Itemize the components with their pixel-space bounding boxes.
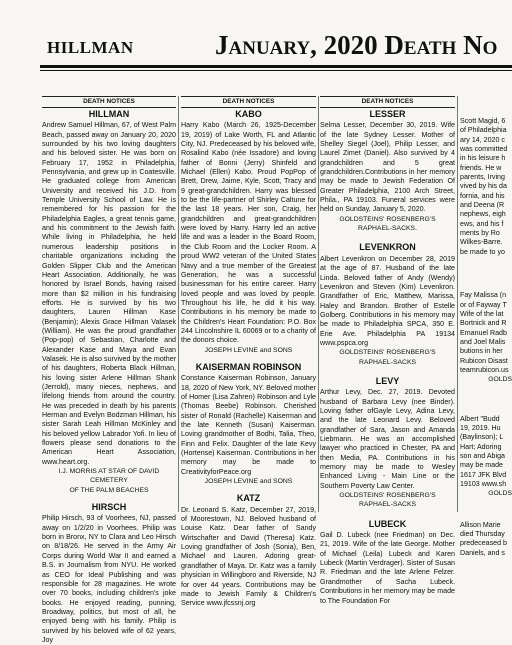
notice-line: 19, 2019. Hu	[460, 423, 501, 432]
notice-line: or of Fayway T	[460, 300, 507, 309]
notice-signature: RAPHAEL-SACKS.	[358, 225, 417, 233]
column-divider	[178, 96, 179, 512]
notice-signature: GOLDSTEINS' ROSENBERG'S	[339, 349, 436, 357]
notice-signature: OF THE PALM BEACHES	[69, 486, 149, 494]
notice-text: Arthur Levy, Dec. 27, 2019. Devoted husband of Barbara Levy (nee Binder). Loving father ofGayle Levy, Adina Levy, and the late Leonard Levy. Beloved grandfather of Sara, Jason and Amanda Liebmann. He was an accomplished lawyer who practiced in Chester, PA and then Media, PA. Contributions in his memory may be made to Wesley Enhanced Living - Main Line or the Southern Poverty Law Center.	[320, 388, 455, 490]
notice-line: Albert "Budd	[460, 414, 500, 423]
notice-fragment	[460, 521, 512, 558]
notice-line: Emanuel Radb	[460, 328, 507, 337]
column-2	[181, 96, 316, 608]
notice-line: butions in her	[460, 347, 503, 356]
notice-line: Wife of the lat	[460, 309, 504, 318]
notice-name: HILLMAN	[88, 109, 130, 119]
notice-signature: RAPHAEL-SACKS	[358, 501, 417, 509]
header-rule-thin	[40, 70, 512, 71]
notice-line: Fay Malissa (n	[460, 291, 507, 300]
notice-name: HIRSCH	[91, 502, 127, 513]
notice-line: and Deena (R	[460, 201, 505, 210]
notice-line: teamrubicon.us	[460, 365, 509, 374]
notice-text: Gail D. Lubeck (nee Friedman) on Dec. 21, 2019. Wife of the late George. Mother of Michael (Leila) Lubeck and Karen Lubeck (Martin Verdrager). Sister of Susan R. Friedman and the late Arlene Felzer. Grandmother of Sacha Lubeck. Contributions in her memory may be made to The Foundation For	[320, 531, 455, 605]
notice-signature: RAPHAEL-SACKS	[358, 358, 417, 366]
notice-signature: GOLDSTEINS' ROSENBERG'S	[339, 492, 436, 500]
notice-text: Andrew Samuel Hillman, 67, of West Palm Beach, passed away on January 20, 2020 surrounded by his two loving daughters and his beloved sister. He was born on February 17, 1952 in Philadelphia, Pennsylvania, and grew up in Coatesville. He graduated college from American University and received his J.D. from Temple University School of Law. He is remembered for his passion for the Philadelphia Eagles, a great tennis game, and his commitment to the Jewish faith. While living in Philadelphia, he held numerous leadership positions in charitable organizations including the Golden Slipper Club and the American Heart Association. Additionally, he was honored by Israel Bonds, having raised more than $2 million in his fundraising efforts. He is survived by his two daughters, Lauren Hillman Kase (Benjamin); Alexis Grace Hillman Valasek (William). He was the proud grandfather (Pop-pop) of Sebastian, Charlotte and Alexander Kase and Maya and Evan Valasek. He is also survived by the mother of his daughters, Roberta Black Hillman, his loving sister Arlene Hillman Shank (Jerrold), many nieces, nephews, and lifelong friends from around the country. He was preceded in death by his parents Herman and Evelyn Bodzman Hillman, his sister Sarah Leah Hillman McKinley and his beloved yellow Labrador Yofi. In lieu of flowers please send donations to the American Heart Association, www.heart.org.	[42, 121, 176, 466]
column-4	[460, 96, 512, 557]
notice-line: be made to yo	[460, 247, 505, 256]
notice-text: Selma Lesser, December 30, 2019. Wife of the late Sydney Lesser. Mother of Shelley Siegel (Joel), Philip Lesser, and Laurel Zimet (Daniel). Also survived by 4 grandchildren and 5 great grandchildren.Contributions in her memory may be made to Jewish Federation Of Greater Philadelphia, 2100 Arch Street, Phila., PA 19103. Funeral services were held on Sunday, January 5, 2020.	[320, 121, 455, 214]
notice-line: and Joel Malis	[460, 337, 506, 346]
notice-name: LEVY	[375, 375, 400, 386]
notice-line: in his leisure h	[460, 154, 506, 163]
column-label: DEATH NOTICES	[181, 96, 316, 108]
notice-line: Wilkes-Barre.	[460, 238, 503, 247]
notice-signature: I.J. MORRIS AT STAR OF DAVID CEMETERY	[58, 468, 160, 485]
notice-text: Dr. Leonard S. Katz, December 27, 2019, of Moorestown, NJ. Beloved husband of Louise Katz. Dear father of Sandy Wirtschafter and David (Theresa) Katz. Loving grandfather of Josh (Sonia), Ben, Michael and Lauren. Adoring great-grandfather of Maya. Dr. Katz was a family physician in Willingboro and Riverside, NJ for over 44 years. Contributions may be made to Jewish Family & Children's Service www.jfcssnj.org	[181, 505, 316, 608]
notice-line: ments by Ro	[460, 229, 500, 238]
notice-name: LEVENKRON	[359, 242, 416, 253]
notice-name: KABO	[235, 109, 262, 119]
notice-line: vived by his da	[460, 182, 507, 191]
notice-signature: GOLDS	[488, 490, 512, 498]
notice-line: may be made	[460, 461, 503, 470]
notice-line: Allison Marie	[460, 520, 501, 529]
notice-line: (Baylinson); L	[460, 433, 504, 442]
notice-fragment	[460, 117, 512, 257]
notice-name: KAISERMAN ROBINSON	[195, 361, 302, 372]
column-1	[42, 96, 176, 644]
notice-text: Philip Hirsch, 93 of Voorhees, NJ, passed away on 1/2/20 in Voorhees. Philip was born in Bronx, NY to Clara and Leo Hirsch on 8/18/26. He served in the Army Air Corps during World War II and earned a B.S. in Journalism from NYU. He worked as CEO for Ideal Publishing and was responsible for 28 magazines. He wrote over 70 books, including children's joke books. He enjoyed reading, punning, Broadway, politics, but most of all, he enjoyed being with his family. Philip is survived by his beloved wife of 62 years, Joy	[42, 514, 176, 644]
notice-line: Scott Magid, 6	[460, 117, 506, 125]
notice-text: Constance Kaiserman Robinson, January 18, 2020 of New York, NY. Beloved mother of Homer (Lisa Zahren) Robinson and Lyle (Thomas Beebe) Robinson. Cherished sister of Ronald (Rachelle) Kaiserman and the late Kenneth (Susan) Kaiserman. Loving grandmother of Bodhi, Talia, Theo, Finn and Felix. Daughter of the late Kevy (Hortense) Kaiserman. Contributions in her memory may be made to CreativityforPeace.org	[181, 374, 316, 476]
notice-signature: GOLDSTEINS' ROSENBERG'S	[339, 215, 436, 223]
notice-line: was committed	[460, 145, 508, 154]
notice-text: Albert Levenkron on December 28, 2019 at the age of 87. Husband of the late Linda. Beloved father of Andy (Wendy) Levenkron and Steven (Kim) Levenkron. Grandfather of Eric, Matthew, Marissa, Haley and Brandon. Brother of Estelle Golberg. Contributions in his memory may be made to Philadelphia SPCA, 350 E. Erie Ave. Philadelphia PA 19134 www.pspca.org	[320, 254, 455, 347]
notice-text: Harry Kabo (March 26, 1925-December 19, 2019) of Lake Worth, FL and Atlantic City, NJ. Predeceased by his beloved wife, Rosalind Kabo (née Issadore) and loving father of Bonni (Jerry) Shinfeld and Michael (Ellen) Kabo. Proud PopPop of Brett, Drew, Jaime, Kyle, Scott, Tracy and 9 great-grandchildren. Harry was blessed to be the life-partner of Shirley Caltune for the last 18 years. Her son, Craig, her grandchildren and great-grandchildren were loved by Harry. Harry led an active life and was a leader in the Board Room, the Club Room and the Locker Room. A proud WW2 veteran of the United States Navy and a true member of the Greatest Generation, he was a successful businessman for his entire career. Harry loved people and was loved by people. Throughout his life, he did it his way. Contributions in his memory be made to the Children's Heart Foundation: P.O. Box 244 Lincolnshire IL 60069 or to a charity of the donors choice.	[181, 121, 316, 345]
column-3	[320, 96, 455, 605]
notice-line: nephews, eigh	[460, 210, 506, 219]
column-divider	[318, 96, 319, 512]
notice-fragment	[460, 291, 512, 375]
section-heading: HILLMAN	[47, 38, 134, 57]
notice-line: 1617 JFK Blvd	[460, 470, 507, 479]
notice-line: 19103 www.sh	[460, 480, 507, 488]
notice-name: LESSER	[369, 109, 406, 119]
notice-line: Rubicon Disast	[460, 356, 508, 365]
notice-line: Hart; Adoring	[460, 442, 502, 451]
notice-line: parents, Irving	[460, 173, 505, 182]
notice-signature: GOLDS	[488, 376, 512, 384]
notice-line: son and Abiga	[460, 451, 505, 460]
notice-line: fornia, and his	[460, 191, 505, 200]
notice-fragment	[460, 415, 512, 490]
notice-name: LUBECK	[368, 518, 407, 529]
notice-line: ary 14, 2020 c	[460, 135, 505, 144]
notice-signature: JOSEPH LEVINE and SONS	[204, 346, 293, 354]
notice-line: Bortnick and R	[460, 319, 507, 328]
notice-name: KATZ	[236, 493, 261, 504]
notice-line: friends. He w	[460, 163, 502, 172]
notice-line: ews, and his f	[460, 219, 504, 228]
notice-line: died Thursday	[460, 530, 505, 539]
notice-line: Daniels, and s	[460, 548, 505, 557]
column-label: DEATH NOTICES	[42, 96, 176, 108]
column-label: DEATH NOTICES	[320, 96, 455, 108]
notice-line: predeceased b	[460, 539, 507, 548]
header-rule	[40, 65, 512, 68]
page-title: January, 2020 Death No	[215, 30, 498, 60]
column-divider	[457, 96, 458, 512]
notice-line: of Philadelphia	[460, 126, 507, 135]
notice-signature: JOSEPH LEVINE and SONS	[204, 478, 293, 486]
